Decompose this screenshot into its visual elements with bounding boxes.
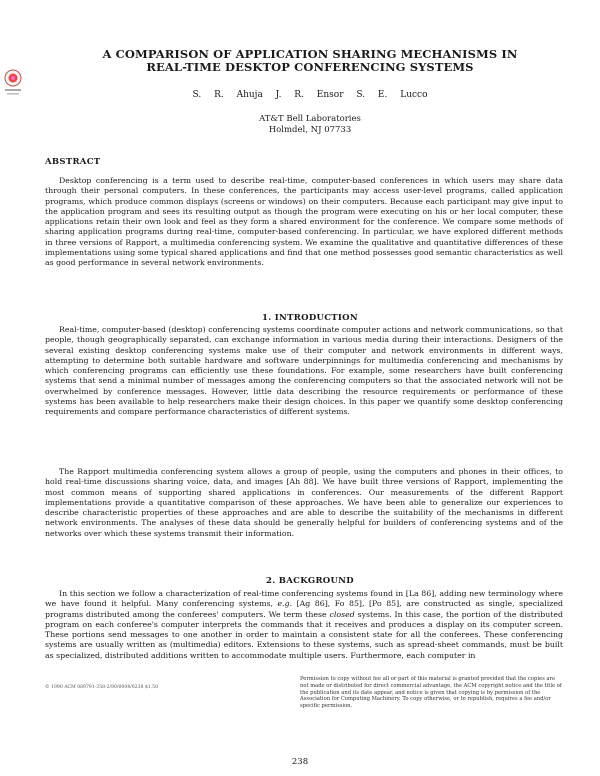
title-line-2: REAL-TIME DESKTOP CONFERENCING SYSTEMS xyxy=(146,60,474,74)
page-number: 238 xyxy=(291,757,309,767)
introduction-heading: 1. INTRODUCTION xyxy=(262,313,358,323)
introduction-paragraph-1: Real-time, computer-based (desktop) conferencing systems coordinate computer actions and network communications, so that people, though geographically separated, can exchange information in various media during their interactions. Designers of the several existing desktop conferencing systems make use of their computer and network environments in different ways, attempting to determine both suitable hardware and software underpinnings for multimedia conferencing and mechanisms by which conferencing programs can efficiently use these foundations. For example, some researchers have built conferencing systems that send a minimal number of messages among the conferencing computers so that the associated network will not be overwhelmed by conference messages. However, little data describing the resource requirements or performance of these systems has been available to help researchers make their design choices. In this paper we quantify some desktop conferencing requirements and compare performance characteristics of different systems. xyxy=(45,325,563,417)
background-text-2: [Ag 86], Fo 85], [Po 85], are constructed as single, specialized programs distributed among the conferees' computers. We term these xyxy=(45,599,563,619)
author-list: S. R. Ahuja J. R. Ensor S. E. Lucco xyxy=(192,90,428,100)
title-line-1: A COMPARISON OF APPLICATION SHARING MECHANISMS IN xyxy=(102,47,518,61)
permission-notice: Permission to copy without fee all or part of this material is granted provided that the copies are not made or distributed for direct commercial advantage, the ACM copyright notice and the title of the publication and its date appear, and notice is given that copying is by permission of the Association for Computing Machinery. To copy otherwise, or to republish, requires a fee and/or specific permission. xyxy=(300,676,562,710)
background-emphasis-closed: closed xyxy=(329,609,355,619)
background-text-3: systems. In this case, the portion of the distributed program on each conferee's computer interprets the commands that it receives and produces a display on its computer screen. These portions send messages to one another in order to maintain a consistent state for all the conferees. These conferencing systems are usually written as (multimedia) editors. Extensions to these systems, such as spread-sheet commands, must be built as specialized, distributed additions written to accommodate multiple users. Furthermore, each computer in xyxy=(45,609,563,660)
copyright-notice: © 1990 ACM 089791-358-2/90/0004/0238 $1.50 xyxy=(45,685,159,690)
abstract-text: Desktop conferencing is a term used to describe real-time, computer-based conferences in which users may share data through their personal computers. In these conferences, the participants may access user-level programs, called application programs, which produce common displays (screens or windows) on their computers. Because each participant may give input to the application program and sees its resulting output as though the program were executing on his or her local computer, these applications retain their own look and feel as they form a shared environment for the conference. We compare some methods of sharing application programs during real-time, computer-based conferencing. In particular, we have explored different methods in three versions of Rapport, a multimedia conferencing system. We examine the qualitative and quantitative differences of these implementations using some typical shared applications and find that one method possesses good semantic characteristics as well as good performance in several network environments. xyxy=(45,176,563,268)
conference-logo-icon xyxy=(2,68,24,98)
paper-title xyxy=(40,48,580,74)
affiliation-location: Holmdel, NJ 07733 xyxy=(268,125,352,135)
introduction-paragraph-2: The Rapport multimedia conferencing system allows a group of people, using the computers and phones in their offices, to hold real-time discussions sharing voice, data, and images [Ah 88]. We have built three versions of Rapport, implementing the most common means of supporting shared applications in conferences. Our measurements of the different Rapport implementations provide a quantitative comparison of these approaches. We have been able to generalize our experiences to describe characteristic properties of these approaches and are able to describe the suitability of the mechanisms in different network environments. The analyses of these data should be generally helpful for builders of conferencing systems and of the networks over which these systems transmit their information. xyxy=(45,467,563,538)
background-emphasis-eg: e.g. xyxy=(277,599,293,609)
background-text-1: In this section we follow a characterization of real-time conferencing systems found in [La 86], adding new terminology where we have found it helpful. Many conferencing systems, xyxy=(45,589,563,609)
background-paragraph xyxy=(45,589,563,661)
background-heading: 2. BACKGROUND xyxy=(266,576,354,586)
affiliation xyxy=(40,114,580,136)
affiliation-org: AT&T Bell Laboratories xyxy=(259,114,361,124)
abstract-heading: ABSTRACT xyxy=(45,157,101,167)
